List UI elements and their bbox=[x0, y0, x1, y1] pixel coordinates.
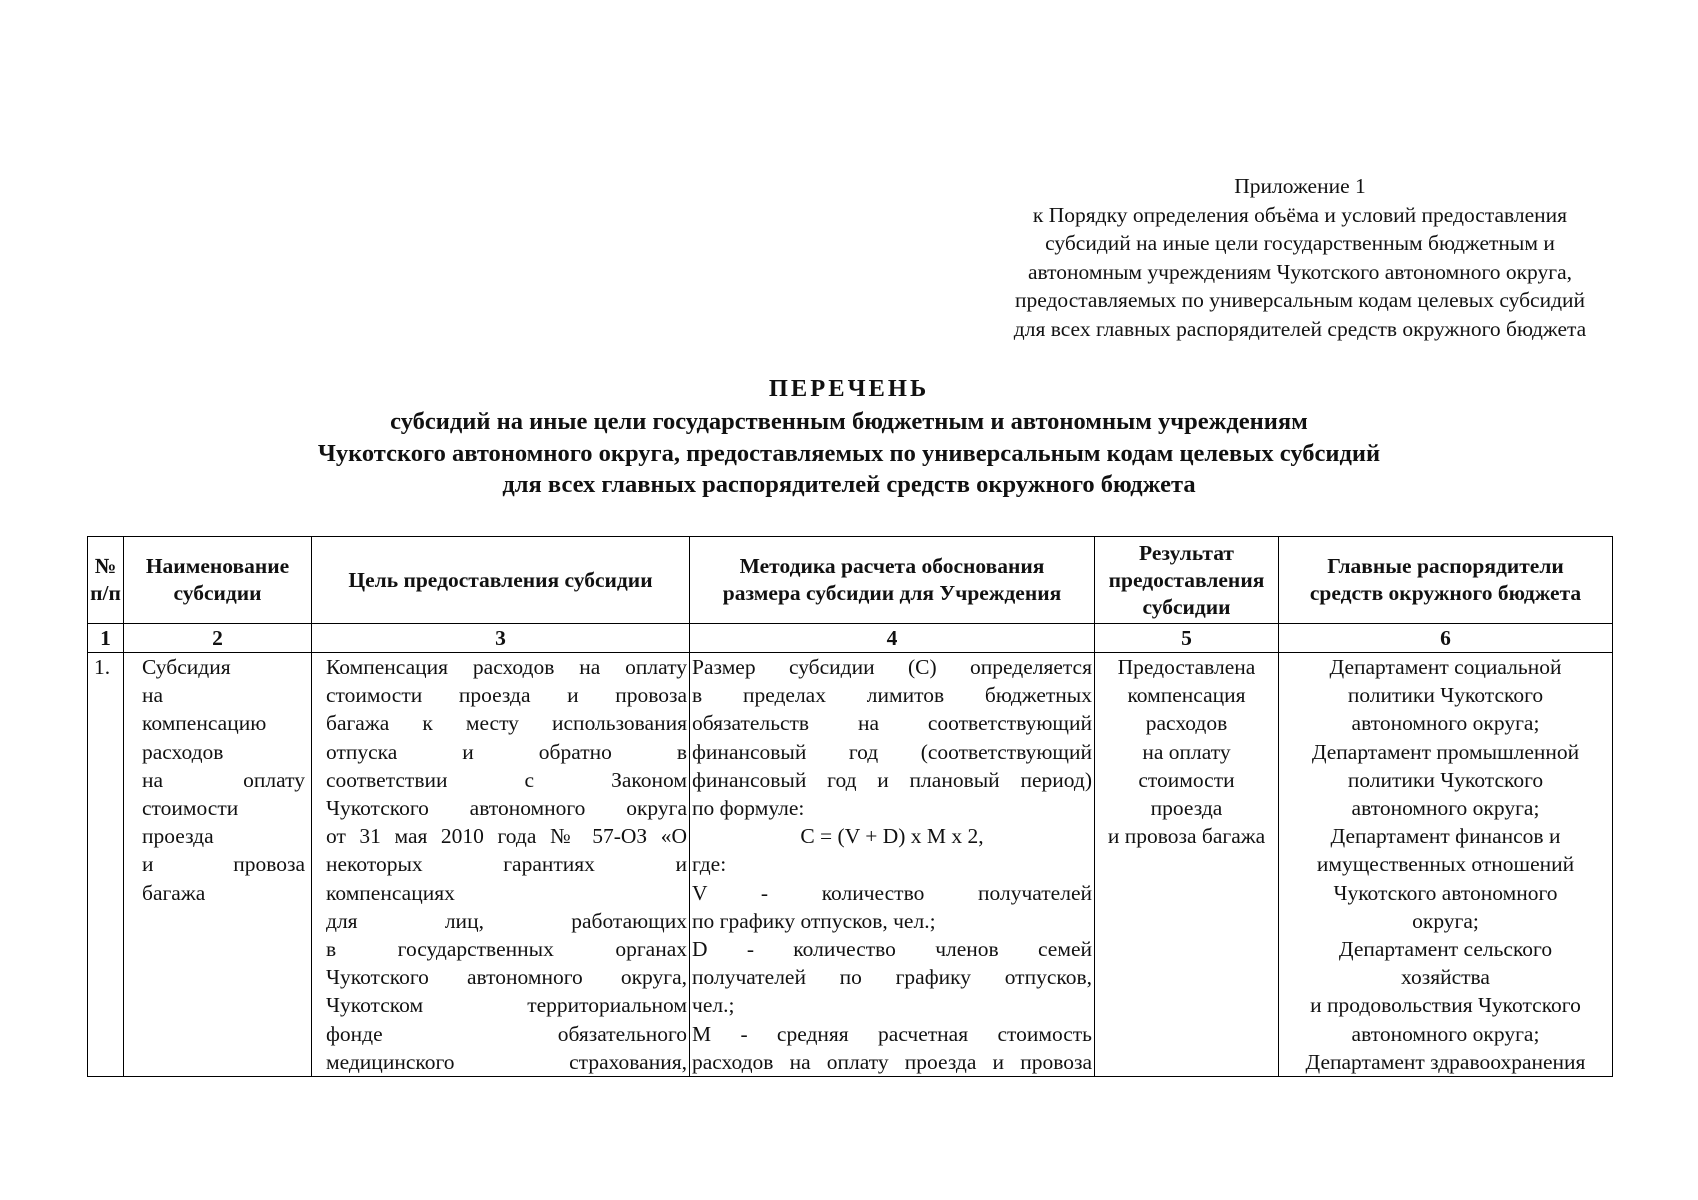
appendix-line: для всех главных распорядителей средств окружного бюджета bbox=[1013, 316, 1587, 341]
column-number: 3 bbox=[312, 624, 690, 653]
appendix-header bbox=[940, 172, 1660, 343]
column-number: 6 bbox=[1279, 624, 1613, 653]
subsidy-name-cell: Субсидия на компенсацию расходов на оплату стоимости проезда и провоза багажа bbox=[124, 653, 312, 1077]
header-cell-goal: Цель предоставления субсидии bbox=[312, 537, 690, 624]
chief-administrators-cell: Департамент социальной политики Чукотского автономного округа; Департамент промышленной политики Чукотского автономного округа; Департамент финансов и имущественных отношений Чукотского автономного округа; Департамент сельского хозяйства и продовольствия Чукотского автономного округа; Департамент здравоохранения bbox=[1279, 653, 1613, 1077]
formula: С = (V + D) x M x 2, bbox=[800, 824, 984, 849]
appendix-line: к Порядку определения объёма и условий предоставления bbox=[1032, 202, 1568, 227]
row-number: 1. bbox=[88, 653, 124, 1077]
calculation-method-cell: Размер субсидии (С) определяется в пределах лимитов бюджетных обязательств на соответствующий финансовый год (соответствующий финансовый год и плановый период) по формуле: С = (V + D) x M x 2, где: V - количество получателей по графику отпусков, чел.; D - количество членов семей получателей по графику отпусков, чел.; M - средняя расчетная стоимость расходов на оплату проезда и провоза bbox=[690, 653, 1095, 1077]
title-subtitle-line: Чукотского автономного округа, предоставляемых по универсальным кодам целевых субсидий bbox=[317, 439, 1381, 467]
result-cell: Предоставлена компенсация расходов на оплату стоимости проезда и провоза багажа bbox=[1095, 653, 1279, 1077]
header-cell-result: Результат предоставления субсидии bbox=[1095, 537, 1279, 624]
subsidy-table bbox=[87, 536, 1613, 1077]
column-number: 1 bbox=[88, 624, 124, 653]
header-cell-number: № п/п bbox=[88, 537, 124, 624]
table-row bbox=[88, 653, 1613, 1077]
appendix-line: автономным учреждениям Чукотского автономного округа, bbox=[1027, 259, 1573, 284]
column-number: 4 bbox=[690, 624, 1095, 653]
document-title bbox=[0, 372, 1698, 501]
column-number: 2 bbox=[124, 624, 312, 653]
table-column-numbers-row bbox=[88, 624, 1613, 653]
title-main: ПЕРЕЧЕНЬ bbox=[768, 375, 930, 402]
subsidy-goal-cell: Компенсация расходов на оплату стоимости проезда и провоза багажа к месту использования отпуска и обратно в соответствии с Законом Чукотского автономного округа от 31 мая 2010 года № 57-ОЗ «О некоторых гарантиях и компенсациях для лиц, работающих в государственных органах Чукотского автономного округа, Чукотском территориальном фонде обязательного медицинского страхования, bbox=[312, 653, 690, 1077]
header-cell-name: Наименование субсидии bbox=[124, 537, 312, 624]
appendix-line: субсидий на иные цели государственным бюджетным и bbox=[1045, 231, 1555, 255]
column-number: 5 bbox=[1095, 624, 1279, 653]
table-header-row bbox=[88, 537, 1613, 624]
appendix-line: Приложение 1 bbox=[1234, 174, 1366, 198]
header-cell-method: Методика расчета обоснования размера субсидии для Учреждения bbox=[690, 537, 1095, 624]
title-subtitle-line: субсидий на иные цели государственным бюджетным и автономным учреждениям bbox=[390, 408, 1308, 435]
title-subtitle-line: для всех главных распорядителей средств окружного бюджета bbox=[502, 471, 1196, 498]
appendix-line: предоставляемых по универсальным кодам целевых субсидий bbox=[1014, 288, 1586, 312]
header-cell-grbs: Главные распорядители средств окружного бюджета bbox=[1279, 537, 1613, 624]
